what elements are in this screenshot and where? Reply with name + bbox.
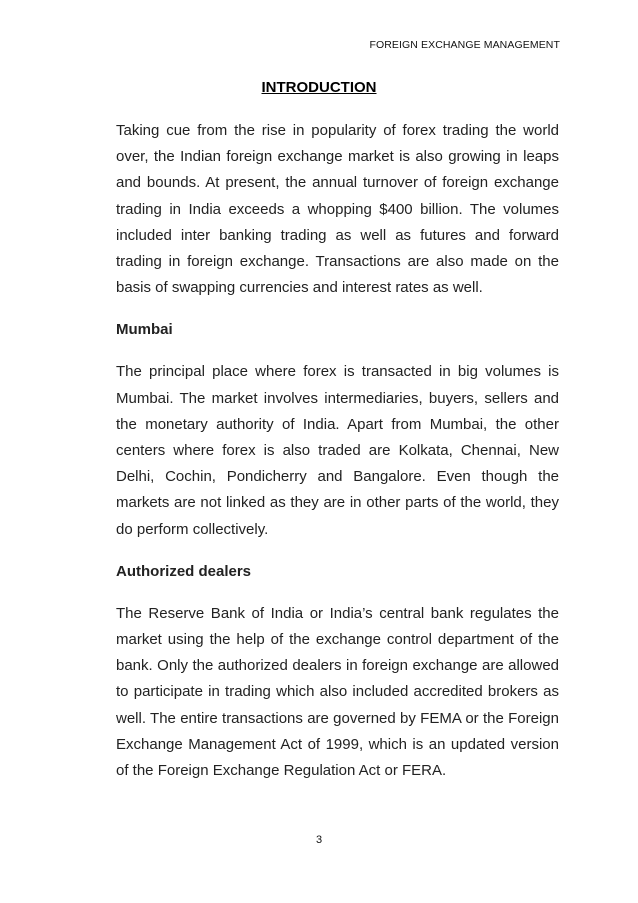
running-header: FOREIGN EXCHANGE MANAGEMENT [369, 39, 560, 51]
section-heading-mumbai: Mumbai [116, 321, 173, 339]
section-body-authorized-dealers: The Reserve Bank of India or India’s central bank regulates the market using the help of the exchange control department of the bank. Only the authorized dealers in foreign exchange are allowed to participate in trading which also included accredited brokers as well. The entire transactions are governed by FEMA or the Foreign Exchange Management Act of 1999, which is an updated version of the Foreign Exchange Regulation Act or FERA. [116, 604, 559, 780]
section-body-mumbai: The principal place where forex is transacted in big volumes is Mumbai. The market involves intermediaries, buyers, sellers and the monetary authority of India. Apart from Mumbai, the other centers where forex is also traded are Kolkata, Chennai, New Delhi, Cochin, Pondicherry and Bangalore. Even though the markets are not linked as they are in other parts of the world, they do perform collectively. [116, 363, 559, 538]
page-title: INTRODUCTION [261, 79, 377, 96]
section-heading-authorized-dealers: Authorized dealers [116, 562, 252, 580]
document-body [116, 118, 559, 803]
intro-paragraph: Taking cue from the rise in popularity of forex trading the world over, the Indian foreign exchange market is also growing in leaps and bounds. At present, the annual turnover of foreign exchange trading in India exceeds a whopping $400 billion. The volumes included inter banking trading as well as futures and forward trading in foreign exchange. Transactions are also made on the basis of swapping currencies and interest rates as well. [116, 122, 559, 297]
page-number: 3 [315, 834, 323, 846]
